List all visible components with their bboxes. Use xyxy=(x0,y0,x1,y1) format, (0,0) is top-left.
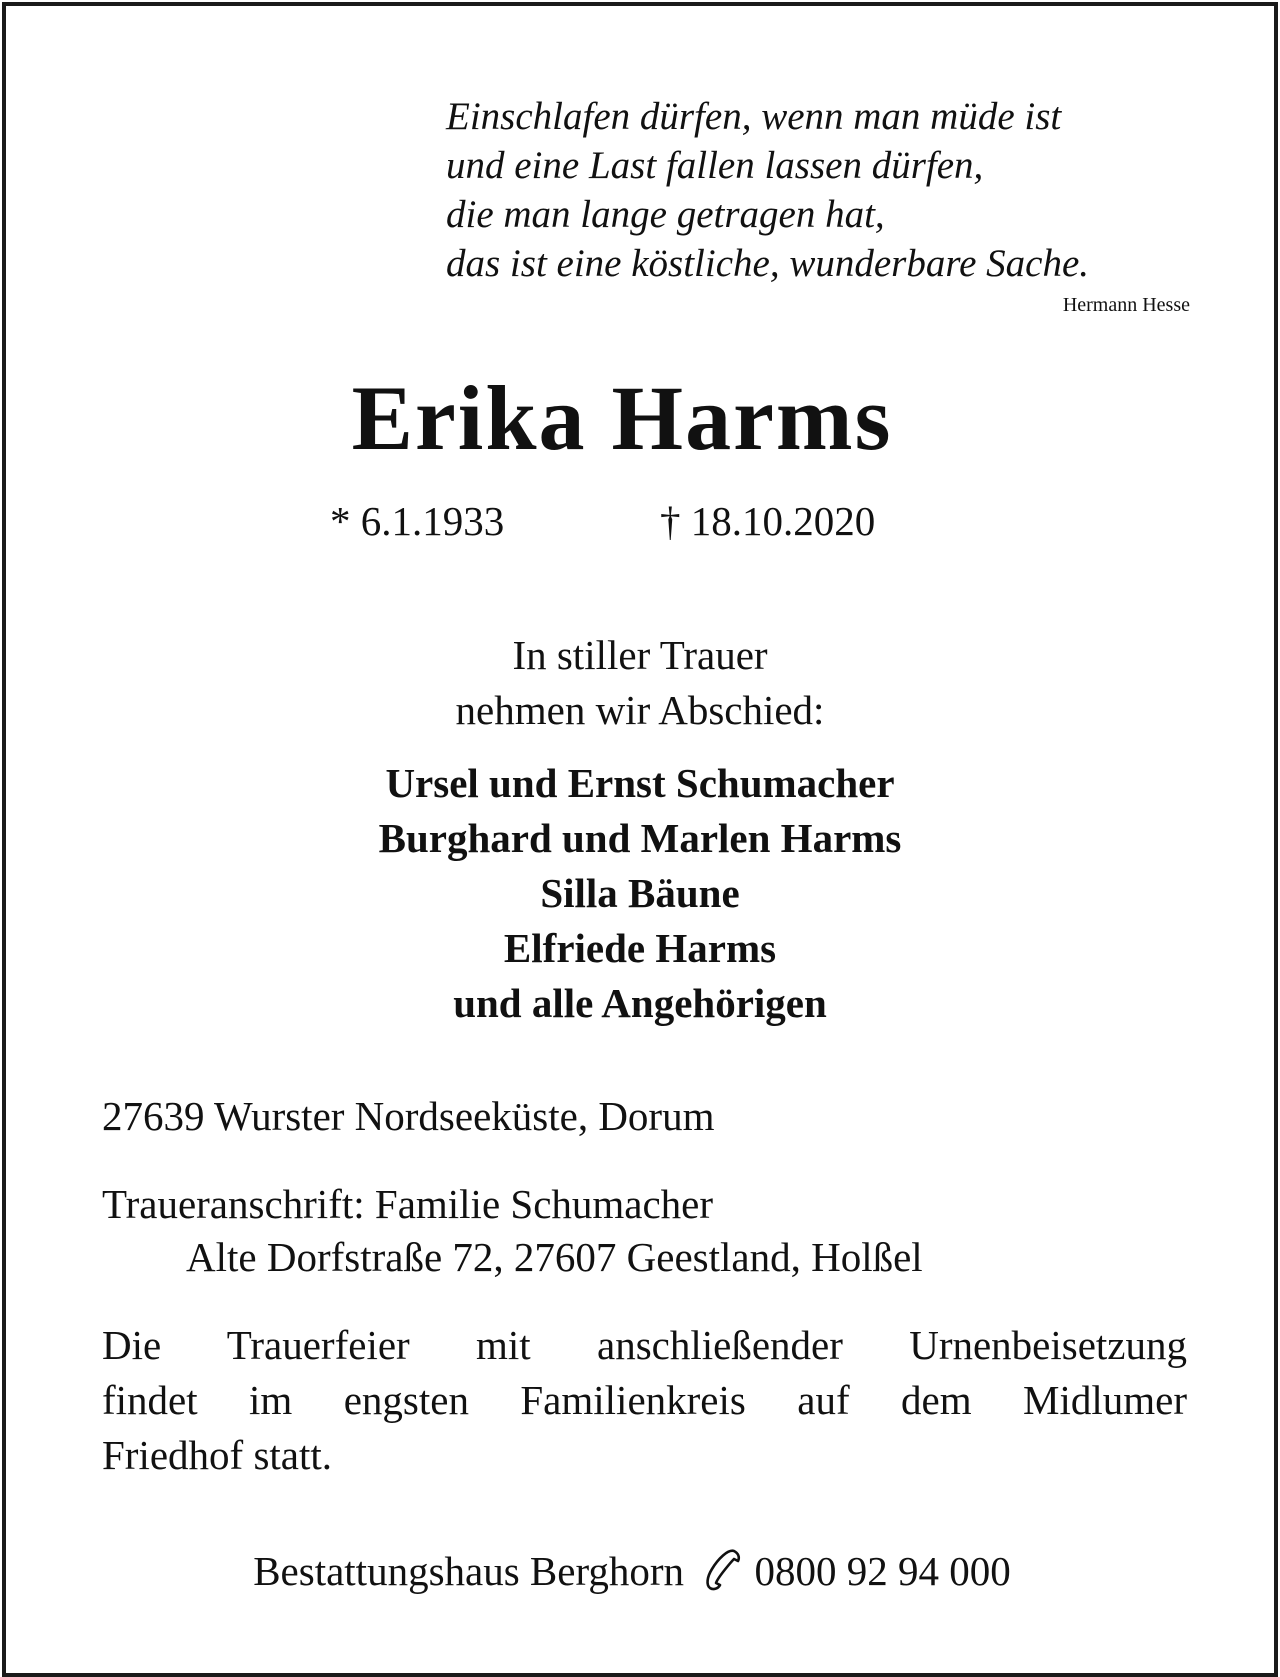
mourner: Ursel und Ernst Schumacher xyxy=(385,760,895,806)
mourner: und alle Angehörigen xyxy=(453,980,827,1026)
location: 27639 Wurster Nordseeküste, Dorum xyxy=(102,1093,715,1139)
quote-line: die man lange getragen hat, xyxy=(446,193,885,236)
mourner: Elfriede Harms xyxy=(503,925,777,971)
mourner: Burghard und Marlen Harms xyxy=(378,815,902,861)
ceremony-line: Friedhof statt. xyxy=(102,1432,333,1478)
birth-date: * 6.1.1933 xyxy=(330,498,505,544)
undertaker-name: Bestattungshaus Berghorn xyxy=(253,1548,685,1594)
undertaker-phone: 0800 92 94 000 xyxy=(754,1548,1011,1594)
hesse-quote xyxy=(446,92,1089,288)
quote-line: und eine Last fallen lassen dürfen, xyxy=(446,144,984,187)
quote-line: Einschlafen dürfen, wenn man müde ist xyxy=(446,95,1062,138)
ceremony-line: findet im engsten Familienkreis auf dem Midlumer xyxy=(102,1377,1187,1423)
mourners-list xyxy=(0,756,1280,1031)
quote-author: Hermann Hesse xyxy=(1062,294,1190,316)
death-date: † 18.10.2020 xyxy=(660,498,876,544)
mourning-line: In stiller Trauer xyxy=(512,632,768,678)
ceremony-line: Die Trauerfeier mit anschließender Urnenbeisetzung xyxy=(102,1322,1187,1368)
deceased-name: Erika Harms xyxy=(351,367,893,469)
mourning-line: nehmen wir Abschied: xyxy=(455,687,825,733)
quote-line: das ist eine köstliche, wunderbare Sache. xyxy=(446,242,1090,285)
mourning-phrase xyxy=(0,628,1280,738)
undertaker-footer xyxy=(0,1547,1272,1595)
mourning-address-line: Alte Dorfstraße 72, 27607 Geestland, Holßel xyxy=(186,1234,923,1280)
ceremony-notice xyxy=(102,1318,1187,1483)
mourning-address-label: Traueranschrift: Familie Schumacher xyxy=(102,1181,714,1227)
mourner: Silla Bäune xyxy=(540,870,740,916)
telephone-receiver-icon xyxy=(704,1547,742,1591)
